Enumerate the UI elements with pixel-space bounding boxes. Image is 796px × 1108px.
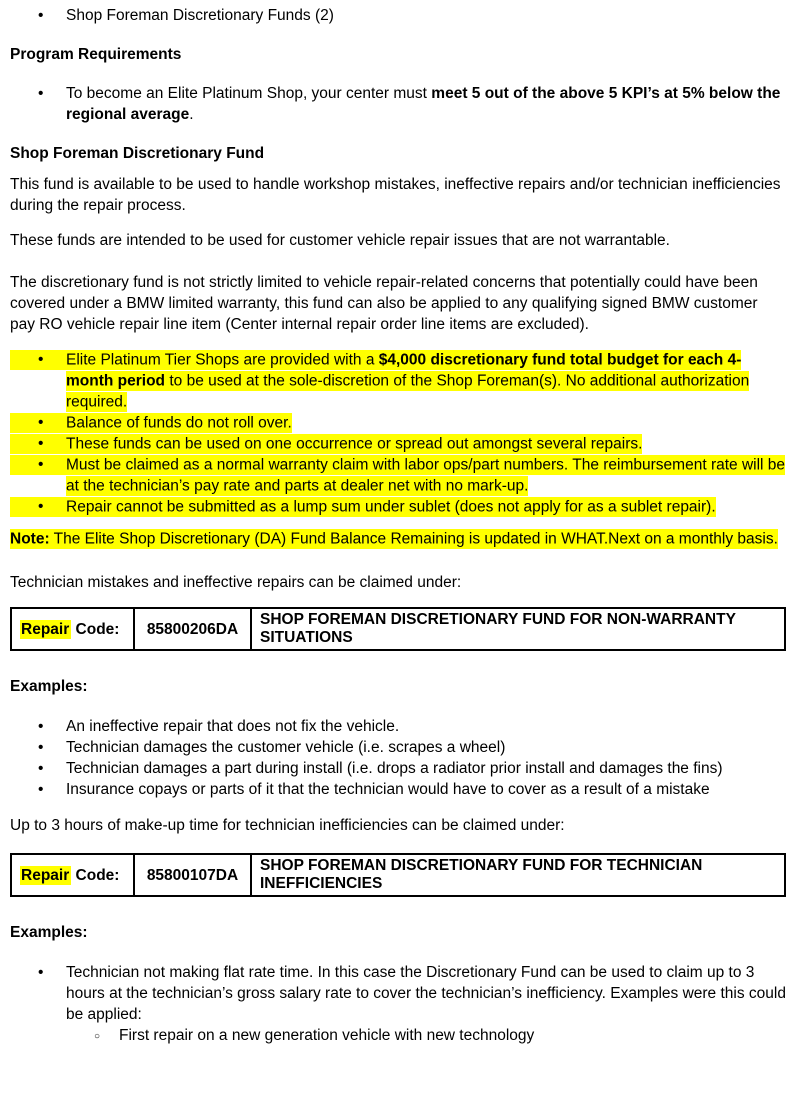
bullet-icon [10, 433, 66, 454]
list-item-requirement [10, 83, 786, 125]
repair-code-value-cell: 85800107DA [134, 854, 251, 896]
code-label-rest: Code: [71, 620, 120, 638]
highlighted-list-item-claim-rules [10, 454, 786, 496]
example-text: Technician not making flat rate time. In this case the Discretionary Fund can be used to claim up to 3 hours at the technician’s gross salary rate to cover the technician’s inefficiency. Examples were this could be applied: [66, 964, 786, 1023]
bullet-icon [10, 737, 66, 758]
examples1-heading: Examples: [10, 678, 88, 695]
example-item-flat-rate [10, 962, 786, 1025]
repair-word-highlighted: Repair [21, 866, 70, 884]
highlighted-list-item-rollover [10, 412, 786, 433]
examples2-heading: Examples: [10, 924, 88, 941]
table-row [11, 854, 785, 896]
examples1-list [10, 716, 786, 800]
paragraph-fund-purpose: This fund is available to be used to handle workshop mistakes, ineffective repairs and/or technician inefficiencies during the repair process. [10, 176, 781, 214]
highlighted-list-item-occurrence [10, 433, 786, 454]
code-label-rest: Code: [71, 866, 120, 884]
example-text: Technician damages the customer vehicle (i.e. scrapes a wheel) [66, 739, 506, 756]
repair-code-label-cell [11, 854, 134, 896]
repair-code-description-cell: SHOP FOREMAN DISCRETIONARY FUND FOR NON-WARRANTY SITUATIONS [251, 608, 785, 650]
requirement-text-post: . [189, 106, 194, 123]
highlighted-list-item-sublet [10, 496, 786, 517]
example-item [10, 716, 786, 737]
highlighted-list [10, 349, 786, 517]
table-row [11, 608, 785, 650]
bullet-icon [10, 962, 66, 983]
repair-code-value-cell: 85800206DA [134, 608, 251, 650]
example-item [10, 758, 786, 779]
bullet-icon [10, 5, 66, 26]
paragraph-fund-scope: The discretionary fund is not strictly limited to vehicle repair-related concerns that potentially could have been covered under a BMW limited warranty, this fund can also be applied to any qualifying signed BMW customer pay RO vehicle repair line item (Center internal repair order line items are excluded). [10, 274, 758, 333]
requirement-text-bold: meet 5 out of the above 5 KPI’s at 5% below the regional average [66, 85, 781, 123]
claim-rules-text: Must be claimed as a normal warranty claim with labor ops/part numbers. The reimbursement rate will be at the technician’s pay rate and parts at dealer net with no mark-up. [66, 456, 786, 494]
example-text: An ineffective repair that does not fix the vehicle. [66, 718, 400, 735]
highlighted-list-item-budget [10, 349, 786, 412]
note-label: Note: [10, 530, 50, 547]
sublet-text: Repair cannot be submitted as a lump sum under sublet (does not apply for as a sublet repair). [66, 498, 716, 515]
repair-word-highlighted: Repair [21, 620, 70, 638]
list-item-discretionary-funds [10, 5, 786, 26]
example-item [10, 737, 786, 758]
bullet-icon [10, 779, 66, 800]
bullet-icon [10, 758, 66, 779]
note-paragraph [10, 528, 786, 549]
bullet-icon [10, 716, 66, 737]
note-text: The Elite Shop Discretionary (DA) Fund Balance Remaining is updated in WHAT.Next on a monthly basis. [49, 530, 778, 547]
example-sub-text: First repair on a new generation vehicle with new technology [119, 1027, 535, 1044]
repair-code-table-non-warranty [10, 607, 786, 651]
bullet-icon [10, 454, 66, 475]
requirement-text-pre: To become an Elite Platinum Shop, your center must [66, 85, 432, 102]
example-sub-item [10, 1025, 786, 1048]
rollover-text: Balance of funds do not roll over. [66, 414, 292, 431]
paragraph-fund-intent: These funds are intended to be used for customer vehicle repair issues that are not warrantable. [10, 232, 670, 249]
bullet-icon [10, 349, 66, 370]
example-text: Technician damages a part during install (i.e. drops a radiator prior install and damages the fins) [66, 760, 723, 777]
bullet-icon [10, 496, 66, 517]
bullet-icon [10, 412, 66, 433]
budget-text-post: to be used at the sole-discretion of the Shop Foreman(s). No additional authorization required. [66, 372, 750, 410]
repair-code-description-cell: SHOP FOREMAN DISCRETIONARY FUND FOR TECHNICIAN INEFFICIENCIES [251, 854, 785, 896]
examples2-list [10, 962, 786, 1048]
list-item-text: Shop Foreman Discretionary Funds (2) [66, 7, 334, 24]
bullet-icon [10, 83, 66, 104]
example-item [10, 779, 786, 800]
budget-text-pre: Elite Platinum Tier Shops are provided with a [66, 351, 379, 368]
occurrence-text: These funds can be used on one occurrence or spread out amongst several repairs. [66, 435, 643, 452]
repair-code-table-inefficiencies [10, 853, 786, 897]
budget-text-bold: $4,000 discretionary fund total budget for each 4-month period [66, 351, 742, 389]
section-heading-discretionary-fund: Shop Foreman Discretionary Fund [10, 145, 265, 162]
circle-bullet-icon [94, 1025, 119, 1048]
example-text: Insurance copays or parts of it that the technician would have to cover as a result of a mistake [66, 781, 710, 798]
claims1-intro: Technician mistakes and ineffective repairs can be claimed under: [10, 574, 462, 591]
section-heading-program-requirements: Program Requirements [10, 46, 182, 63]
repair-code-label-cell [11, 608, 134, 650]
claims2-intro: Up to 3 hours of make-up time for technician inefficiencies can be claimed under: [10, 817, 565, 834]
